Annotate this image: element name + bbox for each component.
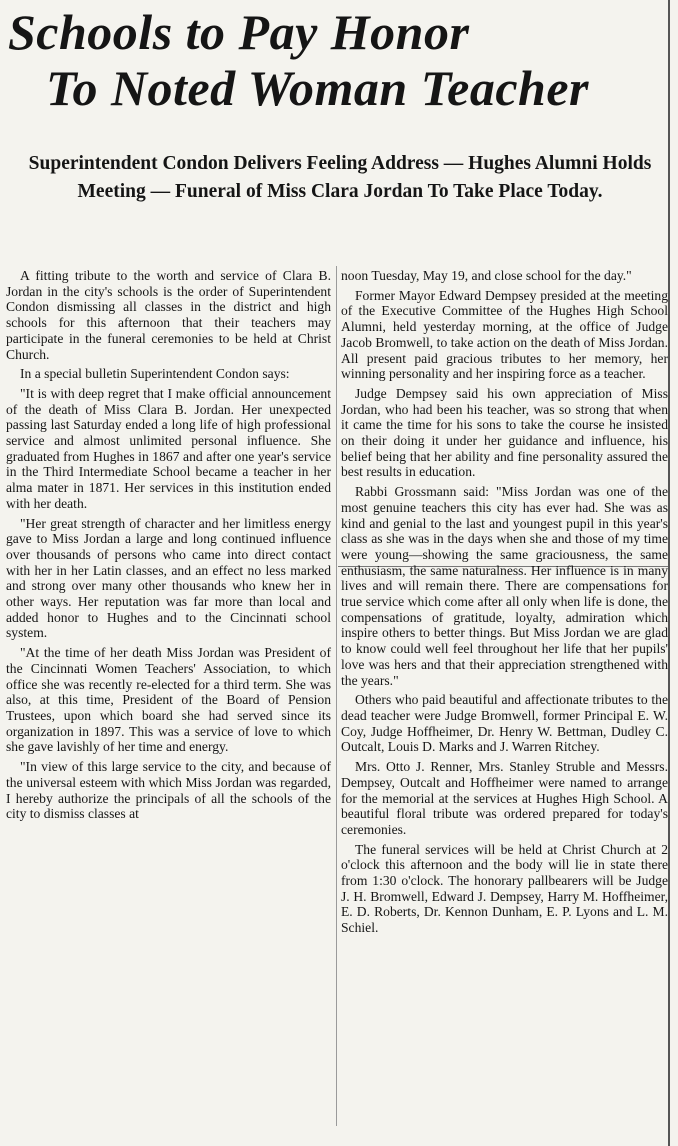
paragraph: In a special bulletin Superintendent Condon says: (20, 366, 290, 382)
paragraph: Judge Dempsey said his own appreciation of Miss Jordan, who had been his teacher, was so strong that when it came the time for his sons to take the course he insisted on their doing it under her guidance and influence, his belief being that her ability and fine personality assured the best results in education. (341, 385, 668, 480)
right-edge-rule (668, 0, 670, 1146)
column-divider (336, 266, 337, 1126)
paragraph: "In view of this large service to the city, and because of the universal esteem with which Miss Jordan was regarded, I hereby authorize the principals of all the schools of the city to dismiss classes at (6, 759, 331, 822)
paragraph: Rabbi Grossmann said: "Miss Jordan was one of the most genuine teachers this city has ever had. She was as kind and genial to the last and youngest pupil in this year's class as she was in the days when she and those of my time were young—showing the same graciousness, the same enthusiasm, the same naturalness. Her influence is in many lives and will remain there. There are compensations for true service which come after all only when life is done, the compensations of gratitude, loyalty, admiration which inspire others to better things. But Miss Jordan we are glad to know could well feel throughout her life that her pupils' love was hers and that their appreciation strengthened with the years." (341, 484, 668, 688)
paragraph: "Her great strength of character and her limitless energy gave to Miss Jordan a large and long continued influence over thousands of persons who came into direct contact with her in her Latin classes, and an effect no less marked and strong over many other thousands who knew her in other ways. Her reputation was far more than local and added honor to Hughes and to the Cincinnati school system. (6, 515, 331, 641)
paragraph: "At the time of her death Miss Jordan was President of the Cincinnati Women Teachers' Association, to which office she was recently re-elected for a third term. She was also, at this time, President of the Board of Pension Trustees, upon which board she had served since its organization in 1897. This was a service of love to which she gave lavishly of her time and energy. (6, 645, 331, 755)
paragraph: Others who paid beautiful and affectionate tributes to the dead teacher were Judge Bromwell, former Principal E. W. Coy, Judge Hoffheimer, Dr. Henry W. Bettman, Dudley C. Outcalt, Louis D. Marks and J. Warren Ritchey. (341, 692, 668, 755)
headline-line-2: To Noted Woman Teacher (46, 60, 589, 116)
headline (8, 4, 668, 116)
paragraph: noon Tuesday, May 19, and close school for the day." (341, 268, 632, 283)
right-column (341, 268, 668, 940)
paragraph: "It is with deep regret that I make official announcement of the death of Miss Clara B. Jordan. Her unexpected passing last Saturday ended a long life of high professional service and almost unlimited personal influence. She graduated from Hughes in 1867 and after one year's service in the Third Intermediate School became a teacher in her alma mater in 1871. Her services in this institution ended with her death. (6, 385, 331, 511)
paragraph: The funeral services will be held at Christ Church at 2 o'clock this afternoon and the body will lie in state there from 1:30 o'clock. The honorary pallbearers will be Judge J. H. Bromwell, Edward J. Dempsey, Harry M. Hoffheimer, E. D. Roberts, Dr. Kennon Dunham, E. P. Lyons and L. M. Schiel. (341, 841, 668, 936)
headline-line-1: Schools to Pay Honor (8, 4, 470, 60)
paragraph: Former Mayor Edward Dempsey presided at the meeting of the Executive Committee of the Hughes High School Alumni, held yesterday morning, at the office of Judge Jacob Bromwell, to take action on the death of Miss Jordan. All present paid gracious tributes to her memory, her winning personality and her inspiring force as a teacher. (341, 287, 668, 382)
paragraph: A fitting tribute to the worth and service of Clara B. Jordan in the city's schools is the order of Superintendent Condon dismissing all classes in the district and high schools for this afternoon that their teachers may participate in the funeral ceremonies to be held at Christ Church. (6, 268, 331, 362)
subheadline-deck: Superintendent Condon Delivers Feeling Address — Hughes Alumni Holds Meeting — Funeral of Miss Clara Jordan To Take Place Today. (28, 153, 652, 202)
left-column (6, 268, 331, 826)
paragraph: Mrs. Otto J. Renner, Mrs. Stanley Struble and Messrs. Dempsey, Outcalt and Hoffheimer were named to arrange for the memorial at the services at Hughes High School. A beautiful floral tribute was ordered prepared for today's ceremonies. (341, 759, 668, 837)
